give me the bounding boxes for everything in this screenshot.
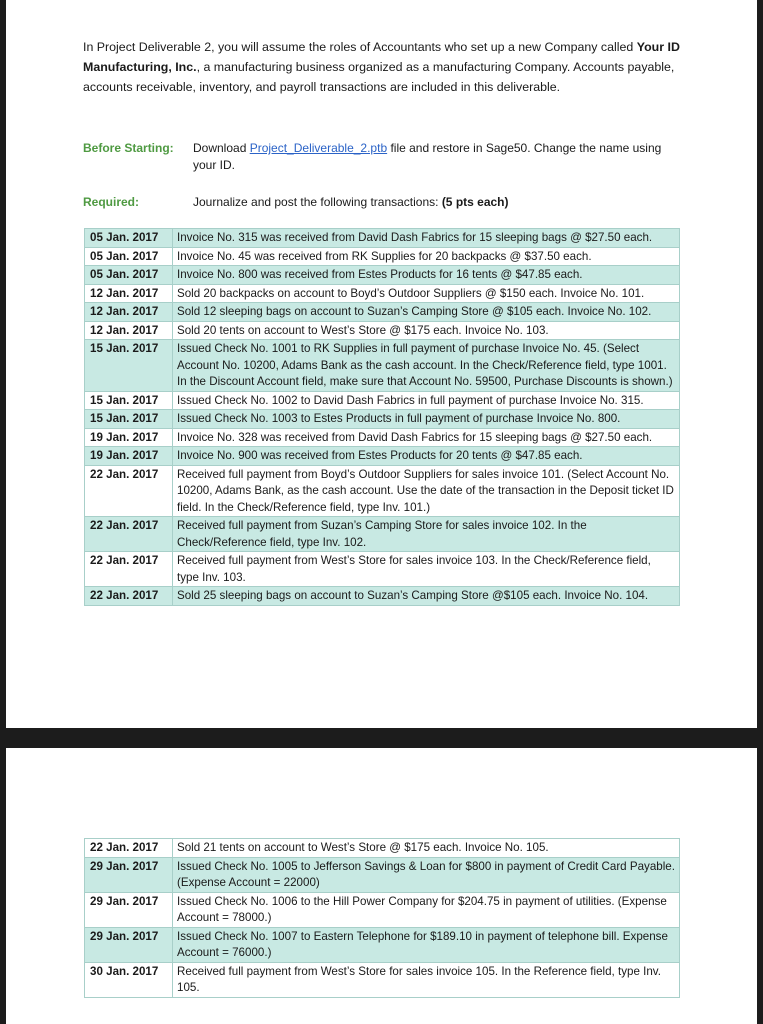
transaction-description: Sold 12 sleeping bags on account to Suzan’s Camping Store @ $105 each. Invoice No. 102. [173, 303, 680, 322]
transaction-row [85, 927, 680, 962]
transaction-description: Invoice No. 328 was received from David Dash Fabrics for 15 sleeping bags @ $27.50 each. [173, 428, 680, 447]
transaction-row [85, 303, 680, 322]
transaction-row [85, 229, 680, 248]
transaction-date: 19 Jan. 2017 [85, 428, 173, 447]
transaction-description: Issued Check No. 1001 to RK Supplies in full payment of purchase Invoice No. 45. (Select Account No. 10200, Adams Bank as the cash account. In the Check/Reference field, type 1001. In the Discount Account field, make sure that Account No. 59500, Purchase Discounts is shown.) [173, 340, 680, 392]
transaction-date: 22 Jan. 2017 [85, 587, 173, 606]
required-label: Required: [83, 195, 140, 209]
transaction-row [85, 857, 680, 892]
transaction-date: 05 Jan. 2017 [85, 247, 173, 266]
transaction-row [85, 465, 680, 517]
transaction-row [85, 284, 680, 303]
transaction-description: Invoice No. 45 was received from RK Supplies for 20 backpacks @ $37.50 each. [173, 247, 680, 266]
transaction-description: Sold 20 tents on account to West’s Store @ $175 each. Invoice No. 103. [173, 321, 680, 340]
transaction-date: 05 Jan. 2017 [85, 266, 173, 285]
transaction-description: Invoice No. 800 was received from Estes Products for 16 tents @ $47.85 each. [173, 266, 680, 285]
transaction-date: 15 Jan. 2017 [85, 410, 173, 429]
transaction-description: Invoice No. 900 was received from Estes Products for 20 tents @ $47.85 each. [173, 447, 680, 466]
intro-line1: In Project Deliverable 2, you will assume the roles of Accountants who set up a new Company called [83, 40, 634, 54]
transactions-table-page2 [84, 838, 680, 998]
transaction-date: 15 Jan. 2017 [85, 391, 173, 410]
transaction-date: 29 Jan. 2017 [85, 857, 173, 892]
transaction-description: Received full payment from Suzan’s Camping Store for sales invoice 102. In the Check/Reference field, type Inv. 102. [173, 517, 680, 552]
transaction-row [85, 428, 680, 447]
transaction-row [85, 391, 680, 410]
transaction-description: Issued Check No. 1006 to the Hill Power Company for $204.75 in payment of utilities. (Expense Account = 78000.) [173, 892, 680, 927]
before-starting-pre: Download [193, 141, 250, 155]
transaction-date: 12 Jan. 2017 [85, 303, 173, 322]
transaction-description: Sold 20 backpacks on account to Boyd’s Outdoor Suppliers @ $150 each. Invoice No. 101. [173, 284, 680, 303]
transaction-description: Issued Check No. 1003 to Estes Products in full payment of purchase Invoice No. 800. [173, 410, 680, 429]
company-name: Your ID Manufacturing, Inc. [83, 40, 680, 74]
transaction-date: 22 Jan. 2017 [85, 465, 173, 517]
transaction-description: Sold 21 tents on account to West’s Store @ $175 each. Invoice No. 105. [173, 839, 680, 858]
transaction-description: Received full payment from West’s Store for sales invoice 105. In the Reference field, type Inv. 105. [173, 962, 680, 997]
document-page-1 [6, 0, 757, 728]
transaction-description: Issued Check No. 1002 to David Dash Fabrics in full payment of purchase Invoice No. 315. [173, 391, 680, 410]
transaction-date: 22 Jan. 2017 [85, 517, 173, 552]
transaction-description: Received full payment from Boyd’s Outdoor Suppliers for sales invoice 101. (Select Account No. 10200, Adams Bank, as the cash account. Use the date of the transaction in the Deposit ticket ID field. In the Check/Reference field, type Inv. 101.) [173, 465, 680, 517]
transaction-description: Sold 25 sleeping bags on account to Suzan’s Camping Store @$105 each. Invoice No. 104. [173, 587, 680, 606]
transaction-date: 12 Jan. 2017 [85, 284, 173, 303]
transaction-row [85, 552, 680, 587]
transaction-row [85, 410, 680, 429]
transaction-date: 22 Jan. 2017 [85, 552, 173, 587]
transaction-date: 30 Jan. 2017 [85, 962, 173, 997]
transaction-date: 29 Jan. 2017 [85, 892, 173, 927]
transaction-date: 05 Jan. 2017 [85, 229, 173, 248]
before-starting-label: Before Starting: [83, 141, 174, 155]
document-page-2 [6, 748, 757, 1024]
required-instruction: Journalize and post the following transactions: [193, 195, 442, 209]
transaction-row [85, 892, 680, 927]
transaction-date: 19 Jan. 2017 [85, 447, 173, 466]
transaction-row [85, 266, 680, 285]
intro-line2: , a manufacturing business organized as a manufacturing Company. [196, 60, 571, 74]
transaction-description: Received full payment from West’s Store for sales invoice 103. In the Check/Reference field, type Inv. 103. [173, 552, 680, 587]
transaction-row [85, 962, 680, 997]
required-points: (5 pts each) [441, 195, 509, 209]
transaction-description: Issued Check No. 1005 to Jefferson Savings & Loan for $800 in payment of Credit Card Payable. (Expense Account = 22000) [173, 857, 680, 892]
transaction-description: Invoice No. 315 was received from David Dash Fabrics for 15 sleeping bags @ $27.50 each. [173, 229, 680, 248]
transaction-description: Issued Check No. 1007 to Eastern Telephone for $189.10 in payment of telephone bill. Expense Account = 76000.) [173, 927, 680, 962]
ptb-file-link[interactable]: Project_Deliverable_2.ptb [249, 141, 388, 155]
intro-paragraph [83, 37, 683, 97]
before-starting-post: file and restore in Sage50. Change the name using your ID. [193, 141, 662, 172]
transactions-table-page1 [84, 228, 680, 606]
required-text [193, 194, 683, 211]
transaction-row [85, 517, 680, 552]
transaction-row [85, 839, 680, 858]
transaction-row [85, 587, 680, 606]
transaction-date: 22 Jan. 2017 [85, 839, 173, 858]
transaction-date: 29 Jan. 2017 [85, 927, 173, 962]
transaction-date: 12 Jan. 2017 [85, 321, 173, 340]
intro-line3: Accounts payable, accounts receivable, inventory, and payroll transactions are included in this deliverable. [83, 60, 675, 94]
transaction-row [85, 447, 680, 466]
transaction-row [85, 247, 680, 266]
before-starting-text [193, 140, 683, 174]
transaction-row [85, 340, 680, 392]
transaction-date: 15 Jan. 2017 [85, 340, 173, 392]
transaction-row [85, 321, 680, 340]
